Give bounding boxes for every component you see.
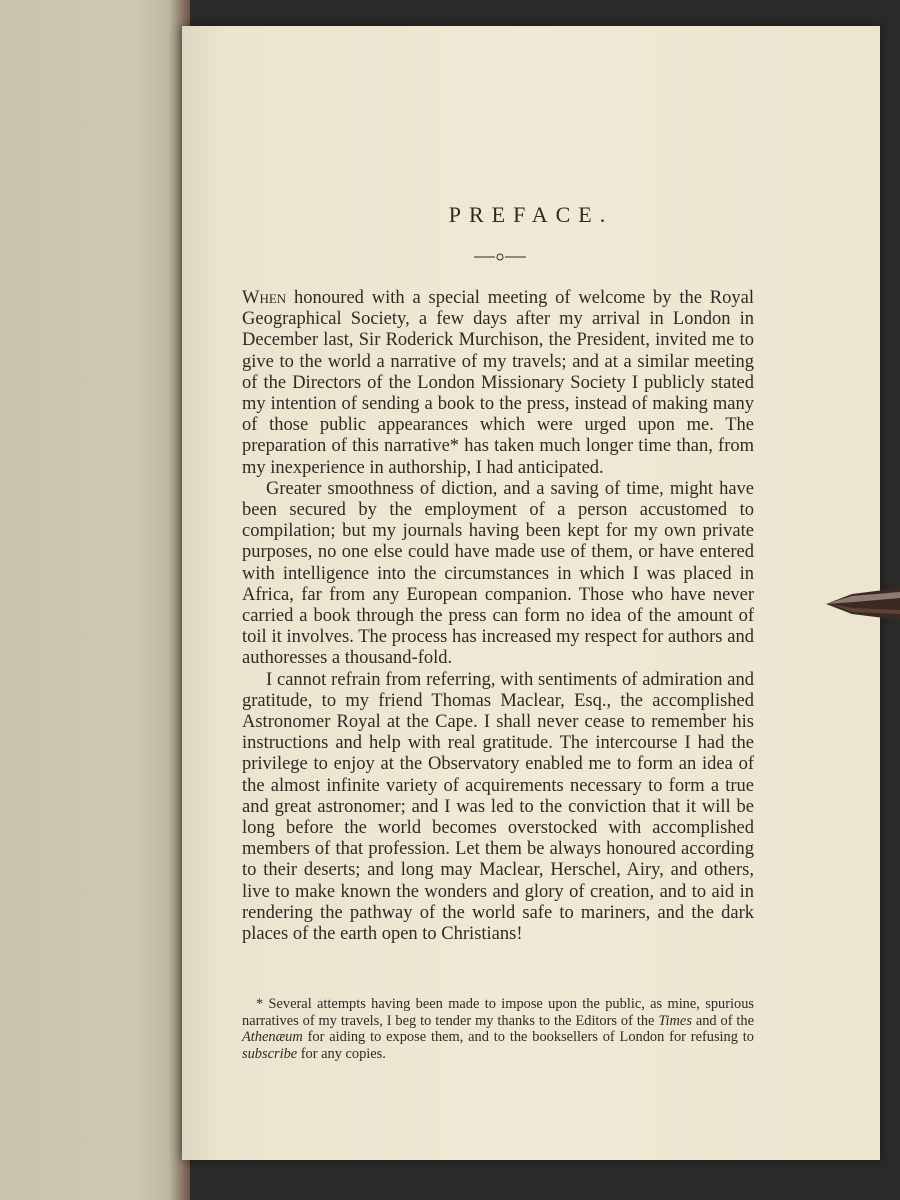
footnote-italic-subscribe: subscribe xyxy=(242,1045,298,1062)
left-page xyxy=(0,0,190,1200)
footnote-italic-times: Times xyxy=(658,1012,692,1029)
paragraph-1 xyxy=(242,288,754,479)
footnote-italic-athenaeum: Athenæum xyxy=(242,1029,303,1045)
footnote-text-2: and of the xyxy=(691,1012,755,1029)
ornament-divider xyxy=(474,251,526,263)
footnote-text-4: for any copies. xyxy=(297,1045,386,1062)
paragraph-1-lead: When xyxy=(242,288,287,308)
paragraph-2: Greater smoothness of diction, and a saving of time, might have been secured by the employment of a person accustomed to compilation; but my journals having been kept for my own private purposes, no one else could have made use of them, or have entered with intelligence into the circumstances in which I was placed in Africa, far from any European companion. Those who have never carried a book through the press can form no idea of the amount of toil it involves. The process has increased my respect for authors and authoresses a thousand-fold. xyxy=(242,478,754,669)
footnote-text-1: * Several attempts having been made to impose upon the public, as mine, spurious narratives of my travels, I beg to tender my thanks to the Editors of the xyxy=(242,996,754,1029)
footnote xyxy=(242,996,754,1062)
pen-icon xyxy=(822,584,900,624)
book-page xyxy=(182,26,880,1160)
page-title: PREFACE. xyxy=(448,202,614,227)
preface-body xyxy=(242,288,754,945)
footnote-text-3: for aiding to expose them, and to the booksellers of London for refusing to xyxy=(302,1029,754,1045)
paragraph-1-text: honoured with a special meeting of welcome by the Royal Geographical Society, a few days after my arrival in London in December last, Sir Roderick Murchison, the President, invited me to give to the world a narrative of my travels; and at a similar meeting of the Directors of the London Missionary Society I publicly stated my intention of sending a book to the press, instead of making many of those public appearances which were urged upon me. The preparation of this narrative* has taken much longer time than, from my inexperience in authorship, I had anticipated. xyxy=(242,288,754,478)
paragraph-3: I cannot refrain from referring, with sentiments of admiration and gratitude, to my friend Thomas Maclear, Esq., the accomplished Astronomer Royal at the Cape. I shall never cease to remember his instructions and help with real gratitude. The intercourse I had the privilege to enjoy at the Observatory enabled me to form an idea of the almost infinite variety of acquirements necessary to form a true and great astronomer; and I was led to the conviction that it will be long before the world becomes overstocked with accomplished members of that profession. Let them be always honoured according to their deserts; and long may Maclear, Herschel, Airy, and others, live to make known the wonders and glory of creation, and to aid in rendering the pathway of the world safe to mariners, and the dark places of the earth open to Christians! xyxy=(242,669,754,945)
